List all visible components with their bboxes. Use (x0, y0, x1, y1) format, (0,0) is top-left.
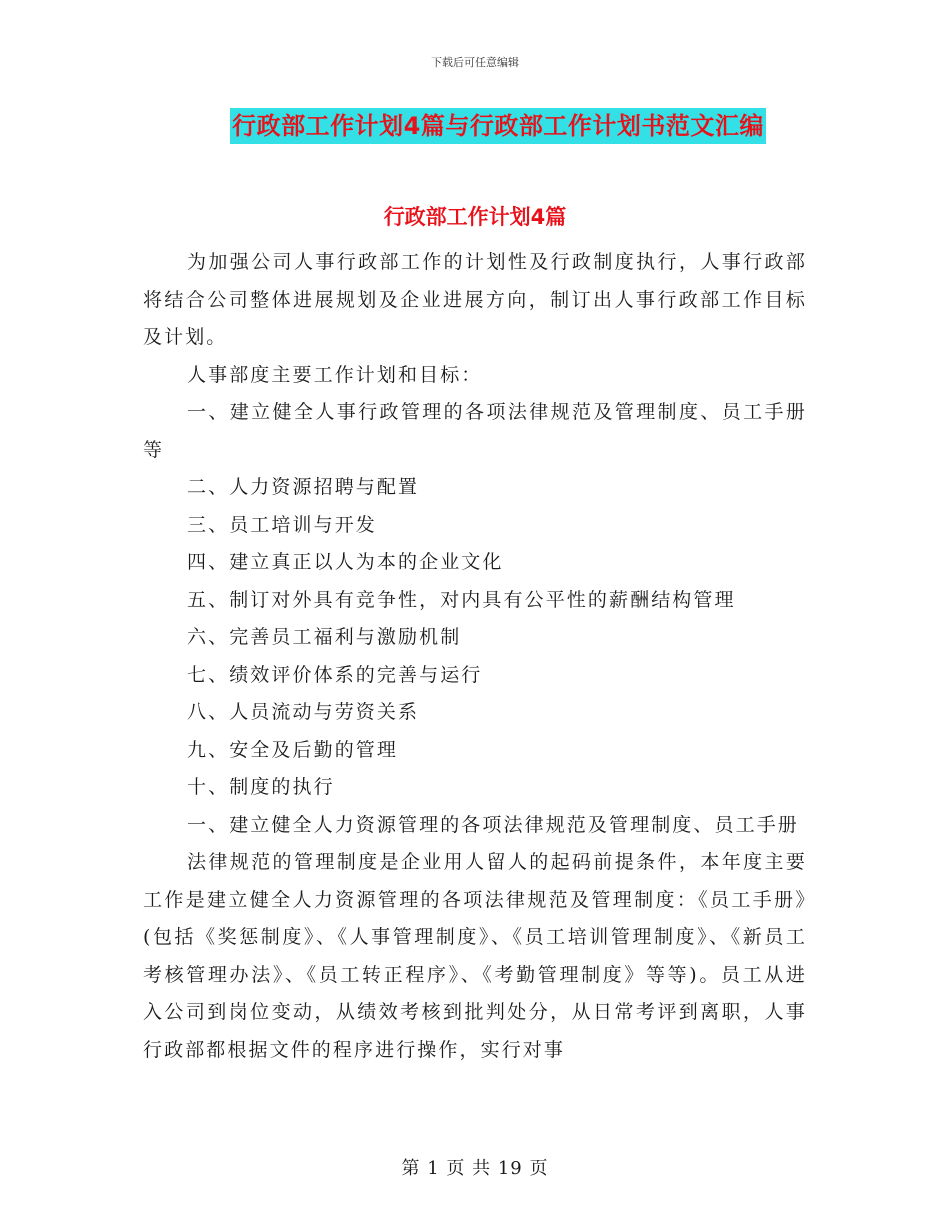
section-title: 行政部工作计划4篇 (383, 205, 567, 229)
paragraph: 八、人员流动与劳资关系 (187, 701, 420, 723)
paragraph: 为加强公司人事行政部工作的计划性及行政制度执行，人事行政部将结合公司整体进展规划及企业进展方向，制订出人事行政部工作目标及计划。 (143, 251, 807, 348)
paragraph: 人事部度主要工作计划和目标： (187, 363, 483, 386)
document-body (143, 244, 807, 1069)
header-note: 下载后可任意编辑 (431, 56, 519, 69)
paragraph: 一、建立健全人力资源管理的各项法律规范及管理制度、员工手册 (187, 813, 799, 836)
paragraph: 二、人力资源招聘与配置 (187, 476, 420, 498)
paragraph: 十、制度的执行 (187, 776, 335, 798)
document-title: 行政部工作计划4篇与行政部工作计划书范文汇编 (230, 108, 766, 144)
page-footer: 第 1 页 共 19 页 (401, 1158, 549, 1179)
paragraph: 七、绩效评价体系的完善与运行 (187, 663, 483, 686)
paragraph: 九、安全及后勤的管理 (187, 738, 399, 761)
paragraph: 六、完善员工福利与激励机制 (187, 626, 462, 648)
paragraph: 三、员工培训与开发 (187, 513, 377, 536)
main-title-container (0, 108, 950, 144)
paragraph: 五、制订对外具有竞争性，对内具有公平性的薪酬结构管理 (187, 588, 736, 611)
paragraph: 一、建立健全人事行政管理的各项法律规范及管理制度、员工手册等 (143, 401, 807, 461)
paragraph: 四、建立真正以人为本的企业文化 (187, 551, 504, 573)
paragraph: 法律规范的管理制度是企业用人留人的起码前提条件，本年度主要工作是建立健全人力资源管理的各项法律规范及管理制度：《员工手册》(包括《奖惩制度》、《人事管理制度》、《员工培训管理制度》、《新员工考核管理办法》、《员工转正程序》、《考勤管理制度》等等)。员工从进入公司到岗位变动，从绩效考核到批判处分，从日常考评到离职，人事行政部都根据文件的程序进行操作，实行对事 (143, 851, 807, 1061)
